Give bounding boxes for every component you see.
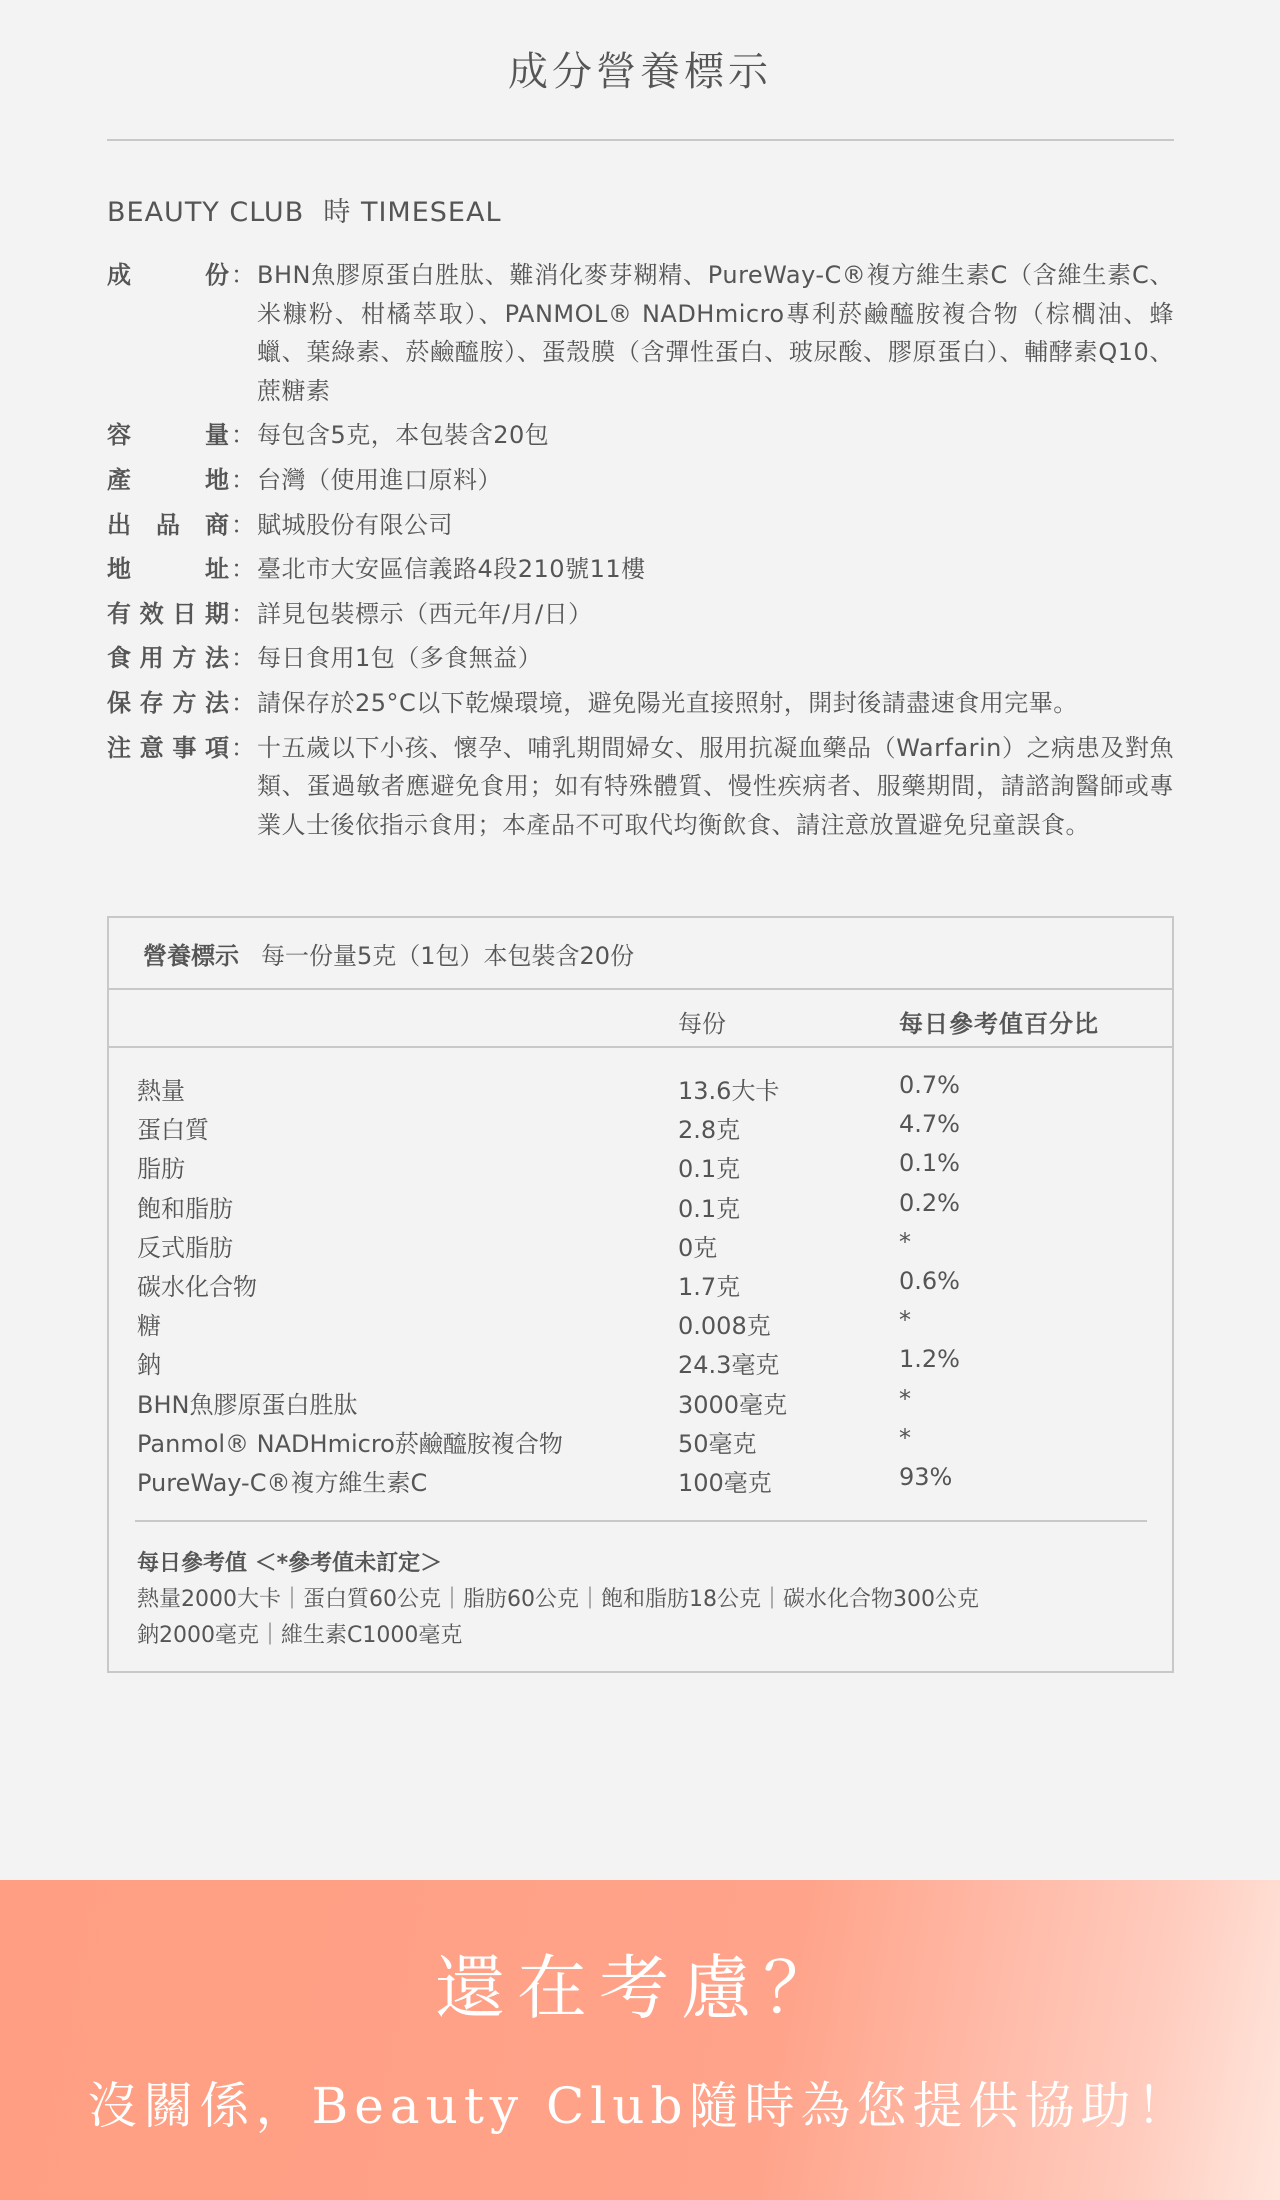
nutrition-label: 營養標示 bbox=[143, 941, 239, 970]
table-row bbox=[109, 1145, 1172, 1184]
info-label: 容量 bbox=[107, 421, 229, 450]
nutrient-daily-percent: 0.2% bbox=[899, 1188, 960, 1217]
daily-reference-note bbox=[137, 1546, 979, 1654]
page-title: 成分營養標示 bbox=[508, 49, 772, 95]
nutrient-per-serving: 0克 bbox=[678, 1233, 718, 1262]
cta-subtitle: 沒關係，Beauty Club隨時為您提供協助！ bbox=[87, 2077, 1193, 2135]
nutrient-name: 飽和脂肪 bbox=[137, 1194, 233, 1223]
nutrient-per-serving: 2.8克 bbox=[678, 1116, 741, 1145]
nutrition-facts-table bbox=[107, 916, 1174, 1673]
info-row-expiry bbox=[107, 595, 1174, 634]
nutrition-header bbox=[109, 918, 1172, 990]
nutrient-per-serving: 0.1克 bbox=[678, 1155, 741, 1184]
info-value: 十五歲以下小孩、懷孕、哺乳期間婦女、服用抗凝血藥品（Warfarin）之病患及對魚類、蛋過敏者應避免食用；如有特殊體質、慢性疾病者、服藥期間，請諮詢醫師或專業人士後依指示食用；本產品不可取代均衡飲食、請注意放置避免兒童誤食。 bbox=[257, 733, 1174, 839]
info-label: 保存方法 bbox=[107, 688, 229, 717]
info-colon: ： bbox=[231, 733, 255, 762]
info-colon: ： bbox=[231, 644, 255, 673]
info-label: 成份 bbox=[107, 261, 229, 289]
table-row bbox=[109, 1381, 1172, 1420]
nutrient-daily-percent: * bbox=[899, 1227, 911, 1256]
cta-title: 還在考慮？ bbox=[435, 1947, 845, 2029]
nutrient-daily-percent: 0.7% bbox=[899, 1071, 960, 1099]
info-row-usage bbox=[107, 639, 1174, 678]
cta-banner bbox=[0, 1880, 1280, 2200]
daily-reference-line: 鈉2000毫克｜維生素C1000毫克 bbox=[137, 1623, 463, 1648]
info-value: 每包含5克，本包裝含20包 bbox=[257, 421, 550, 450]
nutrient-daily-percent: 0.6% bbox=[899, 1266, 960, 1295]
info-label: 注意事項 bbox=[107, 733, 229, 762]
nutrient-name: 熱量 bbox=[137, 1077, 185, 1105]
info-label: 地址 bbox=[107, 555, 229, 584]
nutrient-daily-percent: 1.2% bbox=[899, 1345, 960, 1374]
info-row-manufacturer bbox=[107, 506, 1174, 545]
nutrient-per-serving: 13.6大卡 bbox=[678, 1077, 780, 1105]
info-value: 每日食用1包（多食無益） bbox=[257, 644, 543, 673]
info-colon: ： bbox=[231, 688, 255, 717]
info-value: BHN魚膠原蛋白胜肽、難消化麥芽糊精、PureWay-C®複方維生素C（含維生素C、米糠粉、柑橘萃取）、PANMOL® NADHmicro專利菸鹼醯胺複合物（棕櫚油、蜂蠟、葉綠素、菸鹼醯胺）、蛋殼膜（含彈性蛋白、玻尿酸、膠原蛋白）、輔酵素Q10、蔗糖素 bbox=[257, 261, 1174, 405]
table-row bbox=[109, 1185, 1172, 1224]
product-info-list bbox=[107, 256, 1174, 850]
info-row-ingredients bbox=[107, 256, 1174, 410]
daily-reference-line: 熱量2000大卡｜蛋白質60公克｜脂肪60公克｜飽和脂肪18公克｜碳水化合物300公克 bbox=[137, 1587, 979, 1612]
nutrient-name: 糖 bbox=[137, 1312, 161, 1341]
nutrient-per-serving: 24.3毫克 bbox=[678, 1351, 780, 1380]
nutrient-name: BHN魚膠原蛋白胜肽 bbox=[137, 1390, 358, 1419]
info-colon: ： bbox=[231, 555, 255, 584]
info-label: 產地 bbox=[107, 465, 229, 494]
info-value: 臺北市大安區信義路4段210號11樓 bbox=[257, 555, 646, 584]
info-colon: ： bbox=[231, 510, 255, 539]
info-row-origin bbox=[107, 461, 1174, 500]
info-row-capacity bbox=[107, 416, 1174, 455]
nutrient-per-serving: 0.008克 bbox=[678, 1312, 771, 1341]
table-row bbox=[109, 1420, 1172, 1459]
table-row bbox=[109, 1341, 1172, 1380]
nutrient-daily-percent: * bbox=[899, 1306, 911, 1335]
brand-name: BEAUTY CLUB 時 TIMESEAL bbox=[107, 197, 502, 228]
table-row bbox=[109, 1459, 1172, 1498]
daily-reference-title: 每日參考值 ＜*參考值未訂定＞ bbox=[137, 1551, 443, 1576]
info-row-storage bbox=[107, 684, 1174, 723]
nutrient-daily-percent: 93% bbox=[899, 1462, 953, 1491]
column-header-daily-percent: 每日參考值百分比 bbox=[899, 1010, 1099, 1038]
nutrient-per-serving: 0.1克 bbox=[678, 1194, 741, 1223]
info-colon: ： bbox=[231, 465, 255, 494]
nutrient-name: 反式脂肪 bbox=[137, 1233, 233, 1262]
info-label: 食用方法 bbox=[107, 644, 229, 673]
table-row bbox=[109, 1067, 1172, 1106]
info-value: 台灣（使用進口原料） bbox=[257, 465, 502, 494]
info-label: 有效日期 bbox=[107, 599, 229, 628]
nutrient-daily-percent: 0.1% bbox=[899, 1149, 960, 1178]
table-row bbox=[109, 1224, 1172, 1263]
nutrient-name: 蛋白質 bbox=[137, 1116, 209, 1145]
column-header-per-serving: 每份 bbox=[678, 1010, 726, 1038]
info-colon: ： bbox=[231, 261, 255, 289]
nutrition-column-headers bbox=[109, 990, 1172, 1048]
info-colon: ： bbox=[231, 599, 255, 628]
nutrition-divider bbox=[135, 1520, 1147, 1522]
info-colon: ： bbox=[231, 421, 255, 450]
nutrition-rows bbox=[109, 1067, 1172, 1498]
table-row bbox=[109, 1106, 1172, 1145]
nutrient-per-serving: 3000毫克 bbox=[678, 1390, 788, 1419]
table-row bbox=[109, 1302, 1172, 1341]
nutrient-daily-percent: * bbox=[899, 1384, 911, 1413]
nutrient-per-serving: 1.7克 bbox=[678, 1272, 741, 1301]
nutrient-name: PureWay-C®複方維生素C bbox=[137, 1468, 428, 1497]
table-row bbox=[109, 1263, 1172, 1302]
nutrient-name: Panmol® NADHmicro菸鹼醯胺複合物 bbox=[137, 1429, 563, 1458]
nutrient-name: 鈉 bbox=[137, 1351, 161, 1380]
info-label: 出品商 bbox=[107, 510, 229, 539]
info-row-address bbox=[107, 550, 1174, 589]
nutrient-daily-percent: 4.7% bbox=[899, 1110, 960, 1139]
info-value: 請保存於25°C以下乾燥環境，避免陽光直接照射，開封後請盡速食用完畢。 bbox=[257, 688, 1078, 717]
info-value: 詳見包裝標示（西元年/月/日） bbox=[257, 599, 593, 628]
title-divider bbox=[107, 139, 1174, 141]
nutrient-per-serving: 50毫克 bbox=[678, 1429, 757, 1458]
nutrient-daily-percent: * bbox=[899, 1423, 911, 1452]
nutrient-name: 碳水化合物 bbox=[137, 1272, 257, 1301]
serving-size: 每一份量5克（1包）本包裝含20份 bbox=[261, 941, 635, 970]
info-row-caution bbox=[107, 729, 1174, 845]
nutrient-name: 脂肪 bbox=[137, 1155, 185, 1184]
nutrient-per-serving: 100毫克 bbox=[678, 1468, 772, 1497]
info-value: 賦城股份有限公司 bbox=[257, 510, 453, 539]
